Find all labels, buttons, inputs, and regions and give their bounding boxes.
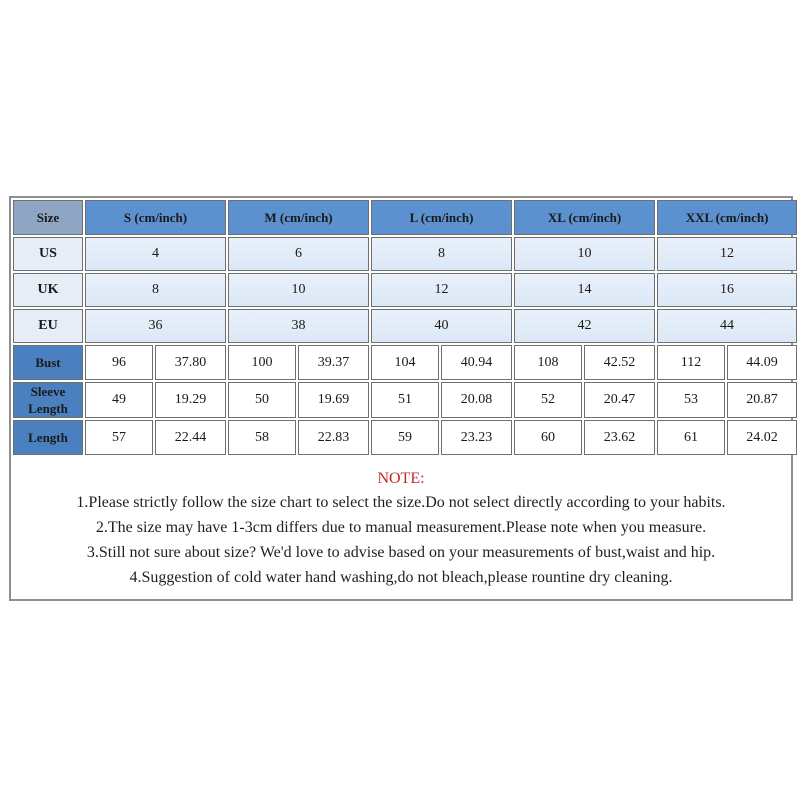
table-row-bust: [13, 345, 797, 380]
table-cell: 38: [228, 309, 369, 343]
table-cell: 44.09: [727, 345, 797, 380]
table-cell: 42.52: [584, 345, 655, 380]
note-line-2: 2.The size may have 1-3cm differs due to manual measurement.Please note when you measure.: [95, 519, 707, 536]
header-m: M (cm/inch): [228, 200, 369, 235]
size-corner-cell: Size: [13, 200, 83, 235]
table-row-length: [13, 420, 797, 455]
header-xl: XL (cm/inch): [514, 200, 655, 235]
table-cell: 42: [514, 309, 655, 343]
table-cell: 59: [371, 420, 439, 455]
table-cell: 12: [657, 237, 797, 271]
table-cell: 20.08: [441, 382, 512, 418]
header-row: [13, 200, 797, 235]
table-cell: 23.62: [584, 420, 655, 455]
table-cell: 49: [85, 382, 153, 418]
table-cell: 108: [514, 345, 582, 380]
table-cell: 112: [657, 345, 725, 380]
table-cell: 104: [371, 345, 439, 380]
header-xxl: XXL (cm/inch): [657, 200, 797, 235]
row-label-us: US: [13, 237, 83, 271]
table-cell: 44: [657, 309, 797, 343]
table-cell: 50: [228, 382, 296, 418]
table-cell: 53: [657, 382, 725, 418]
table-cell: 40: [371, 309, 512, 343]
table-cell: 60: [514, 420, 582, 455]
row-label-length: Length: [13, 420, 83, 455]
table-cell: 12: [371, 273, 512, 307]
table-cell: 24.02: [727, 420, 797, 455]
table-cell: 22.44: [155, 420, 226, 455]
table-cell: 10: [514, 237, 655, 271]
table-cell: 20.87: [727, 382, 797, 418]
table-cell: 8: [371, 237, 512, 271]
table-cell: 51: [371, 382, 439, 418]
table-cell: 57: [85, 420, 153, 455]
table-row-sleeve-length: [13, 382, 797, 418]
table-cell: 36: [85, 309, 226, 343]
table-row-uk: [13, 273, 797, 307]
note-line-1: 1.Please strictly follow the size chart to select the size.Do not select directly according to your habits.: [76, 494, 726, 511]
table-cell: 22.83: [298, 420, 369, 455]
row-label-uk: UK: [13, 273, 83, 307]
table-cell: 100: [228, 345, 296, 380]
table-cell: 10: [228, 273, 369, 307]
table-cell: 4: [85, 237, 226, 271]
header-s: S (cm/inch): [85, 200, 226, 235]
table-cell: 40.94: [441, 345, 512, 380]
table-cell: 6: [228, 237, 369, 271]
table-cell: 19.29: [155, 382, 226, 418]
table-cell: 19.69: [298, 382, 369, 418]
table-cell: 61: [657, 420, 725, 455]
table-cell: 16: [657, 273, 797, 307]
header-l: L (cm/inch): [371, 200, 512, 235]
table-cell: 20.47: [584, 382, 655, 418]
table-cell: 23.23: [441, 420, 512, 455]
note-line-4: 4.Suggestion of cold water hand washing,do not bleach,please rountine dry cleaning.: [129, 569, 673, 586]
table-cell: 52: [514, 382, 582, 418]
table-cell: 39.37: [298, 345, 369, 380]
size-table: [11, 198, 799, 457]
table-cell: 8: [85, 273, 226, 307]
table-cell: 58: [228, 420, 296, 455]
row-label-sleeve-length: Sleeve Length: [13, 382, 83, 418]
row-label-eu: EU: [13, 309, 83, 343]
table-cell: 37.80: [155, 345, 226, 380]
table-cell: 14: [514, 273, 655, 307]
row-label-bust: Bust: [13, 345, 83, 380]
note-line-3: 3.Still not sure about size? We'd love to advise based on your measurements of bust,waist and hip.: [86, 544, 716, 561]
notes-section: [11, 462, 791, 590]
table-row-us: [13, 237, 797, 271]
table-cell: 96: [85, 345, 153, 380]
note-title: NOTE:: [377, 470, 425, 487]
table-row-eu: [13, 309, 797, 343]
size-chart: [9, 196, 793, 601]
